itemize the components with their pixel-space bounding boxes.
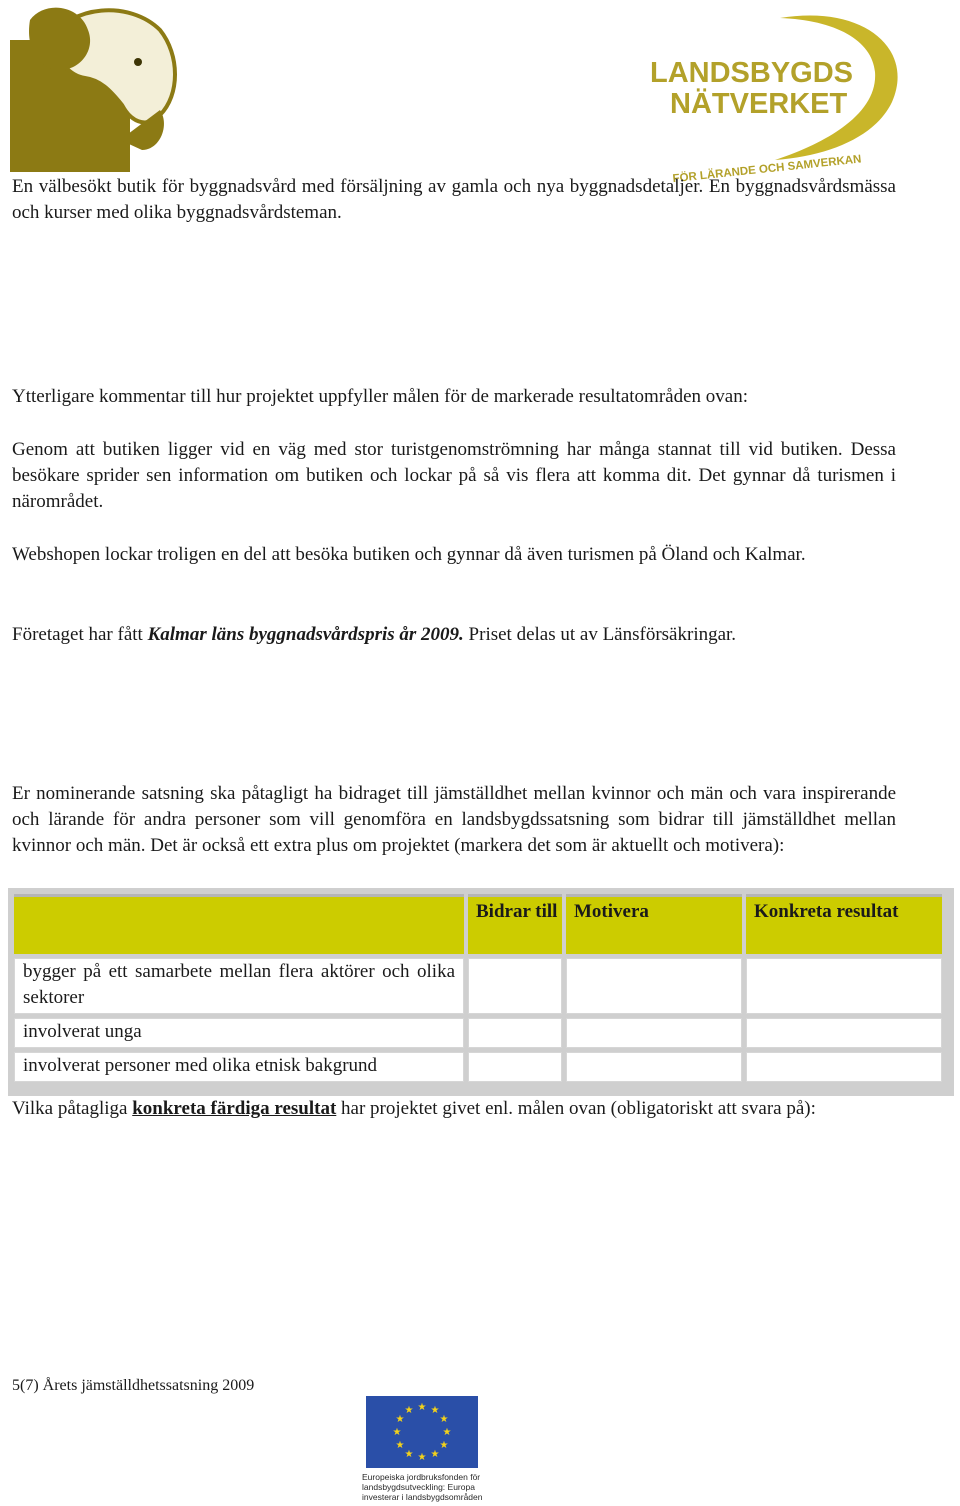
resultat-cell-unga[interactable] bbox=[746, 1018, 942, 1048]
paragraph-award bbox=[12, 622, 896, 648]
motivera-cell-samarbete[interactable] bbox=[566, 958, 742, 1014]
award-name: Kalmar läns byggnadsvårdspris år 2009. bbox=[147, 624, 464, 645]
header-motivera-label: Motivera bbox=[574, 901, 649, 922]
table-header-resultat bbox=[746, 894, 942, 954]
eu-logo bbox=[362, 1396, 482, 1506]
intro-paragraph: En välbesökt butik för byggnadsvård med försäljning av gamla och nya byggnadsdetaljer. En byggnadsvårdsmässa och kurser med olika byggnadsvårdsteman. bbox=[12, 176, 896, 223]
results-question bbox=[12, 1096, 896, 1122]
paragraph-tourism: Genom att butiken ligger vid en väg med stor turistgenomströmning har många stannat till vid butiken. Dessa besökare sprider sen information om butiken och lockar på så vis flera att komma dit. Det gynnar då turismen i närområdet. bbox=[12, 439, 896, 512]
svg-text:★: ★ bbox=[395, 1414, 405, 1425]
equality-table bbox=[8, 888, 954, 1096]
award-text-c: Priset delas ut av Länsförsäkringar. bbox=[463, 624, 737, 645]
svg-text:★: ★ bbox=[439, 1414, 449, 1425]
comment-heading: Ytterligare kommentar till hur projektet uppfyller målen för de markerade resultatområden ovan: bbox=[12, 386, 748, 407]
table-header-motivera bbox=[566, 894, 742, 954]
landsbygdsnatverket-logo bbox=[630, 10, 910, 182]
svg-text:★: ★ bbox=[395, 1440, 405, 1451]
eu-caption-line2: landsbygdsutveckling: Europa bbox=[362, 1482, 475, 1492]
logo-tagline: FÖR LÄRANDE OCH SAMVERKAN bbox=[672, 153, 862, 182]
eu-caption-line3: investerar i landsbygdsområden bbox=[362, 1492, 483, 1502]
svg-text:★: ★ bbox=[417, 1452, 427, 1463]
table-header-bidrar bbox=[468, 894, 562, 954]
motivera-cell-unga[interactable] bbox=[566, 1018, 742, 1048]
eu-caption-line1: Europeiska jordbruksfonden för bbox=[362, 1472, 481, 1482]
bidrar-cell-etnisk[interactable] bbox=[468, 1052, 562, 1082]
logo-line1: LANDSBYGDS bbox=[650, 57, 854, 89]
eu-caption bbox=[362, 1472, 492, 1502]
results-q-emphasis: konkreta färdiga resultat bbox=[132, 1098, 337, 1119]
logo-line2: NÄTVERKET bbox=[670, 88, 848, 120]
bidrar-cell-unga[interactable] bbox=[468, 1018, 562, 1048]
equality-question: Er nominerande satsning ska påtagligt ha bidraget till jämställdhet mellan kvinnor och män och vara inspirerande och lärande för andra personer som vill genomföra en landsbygdssatsning som bidrar till jämställdhet mellan kvinnor och män. Det är också ett extra plus om projektet (markera det som är aktuellt och motivera): bbox=[12, 783, 896, 856]
svg-text:★: ★ bbox=[439, 1440, 449, 1451]
svg-text:★: ★ bbox=[430, 1405, 440, 1416]
page-footer: 5(7) Årets jämställdhetssatsning 2009 bbox=[12, 1377, 255, 1394]
svg-text:★: ★ bbox=[392, 1427, 402, 1438]
table-row-label: involverat unga bbox=[14, 1018, 464, 1048]
sheep-icon bbox=[10, 0, 182, 172]
sheep-logo bbox=[10, 0, 182, 172]
table-row-label: involverat personer med olika etnisk bakgrund bbox=[14, 1052, 464, 1082]
award-text-a: Företaget har fått bbox=[12, 624, 148, 645]
svg-text:★: ★ bbox=[430, 1449, 440, 1460]
eu-flag-icon bbox=[366, 1396, 478, 1468]
svg-text:★: ★ bbox=[404, 1405, 414, 1416]
header-bidrar-label: Bidrar till bbox=[476, 901, 558, 922]
svg-text:★: ★ bbox=[404, 1449, 414, 1460]
header-resultat-label: Konkreta resultat bbox=[754, 901, 899, 922]
resultat-cell-etnisk[interactable] bbox=[746, 1052, 942, 1082]
paragraph-webshop: Webshopen lockar troligen en del att besöka butiken och gynnar då även turismen på Öland och Kalmar. bbox=[12, 544, 806, 565]
bidrar-cell-samarbete[interactable] bbox=[468, 958, 562, 1014]
resultat-cell-samarbete[interactable] bbox=[746, 958, 942, 1014]
table-row-label: bygger på ett samarbete mellan flera aktörer och olika sektorer bbox=[14, 958, 464, 1014]
svg-text:★: ★ bbox=[417, 1402, 427, 1413]
svg-text:★: ★ bbox=[442, 1427, 452, 1438]
results-q-c: har projektet givet enl. målen ovan (obligatoriskt att svara på): bbox=[336, 1098, 816, 1119]
table-header-blank bbox=[14, 894, 464, 954]
motivera-cell-etnisk[interactable] bbox=[566, 1052, 742, 1082]
results-q-a: Vilka påtagliga bbox=[12, 1098, 133, 1119]
